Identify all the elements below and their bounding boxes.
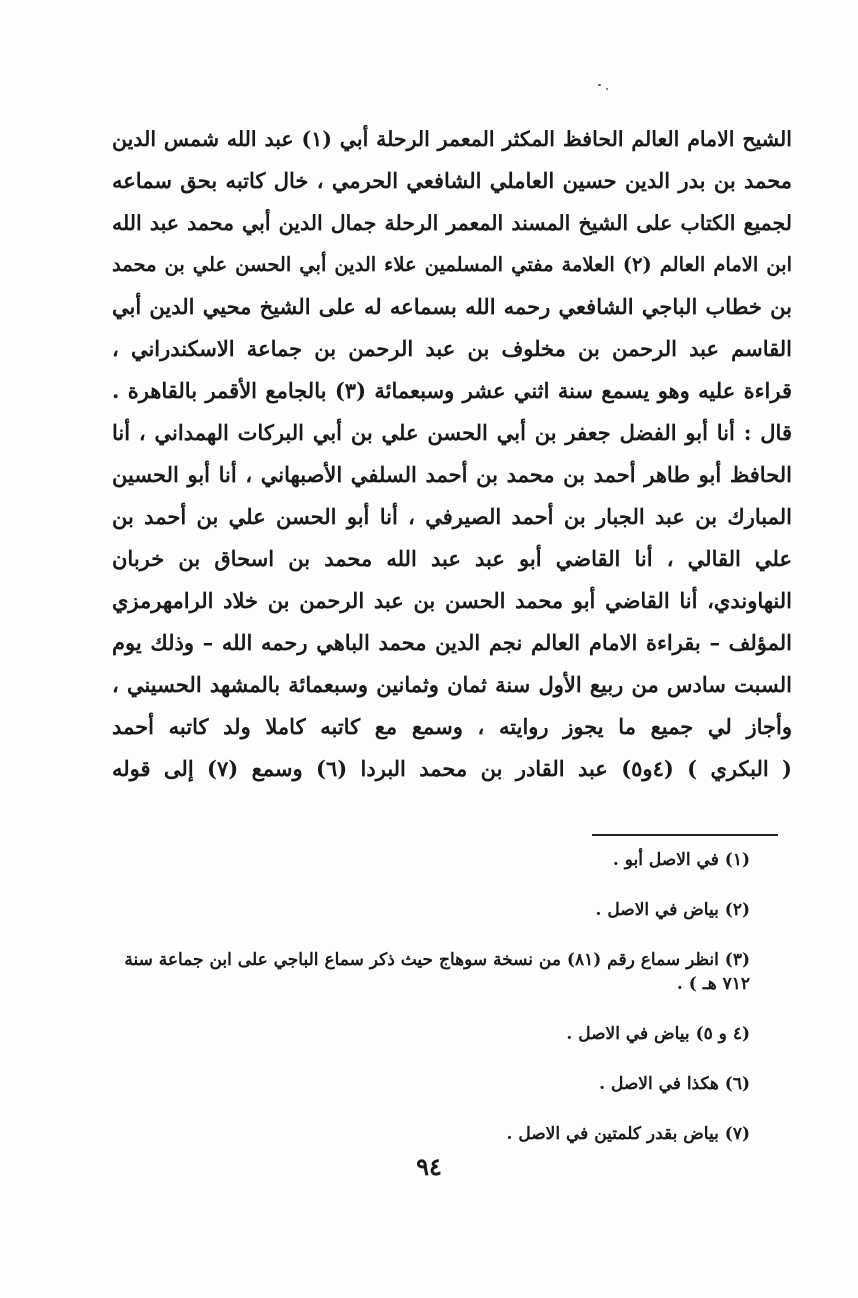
footnote-2: (٢) بياض في الاصل .: [595, 900, 750, 920]
text-line: علي القالي ، أنا القاضي أبو عبد عبد الله محمد بن اسحاق بن خربان: [112, 546, 792, 571]
main-text-block: [112, 118, 792, 790]
text-line: بن خطاب الباجي الشافعي رحمه الله بسماعه له على الشيخ محيي الدين أبي: [112, 294, 792, 319]
page-number: ٩٤: [416, 1152, 442, 1181]
footnote-4-5: (٤ و ٥) بياض في الاصل .: [566, 1024, 750, 1044]
text-line: السبت سادس من ربيع الأول سنة ثمان وثمانين وسبعمائة بالمشهد الحسيني ،: [112, 672, 792, 697]
text-line: ( البكري ) (٤و٥) عبد القادر بن محمد البردا (٦) وسمع (٧) إلى قوله: [112, 756, 792, 781]
text-line: الحافظ أبو طاهر أحمد بن محمد بن أحمد السلفي الأصبهاني ، أنا أبو الحسين: [112, 462, 792, 487]
footnote-6: (٦) هكذا في الاصل .: [599, 1074, 750, 1094]
footnotes-block: [70, 848, 750, 1146]
text-line: ابن الامام العالم (٢) العلامة مفتي المسلمين علاء الدين أبي الحسن علي بن محمد: [112, 253, 792, 276]
text-line: محمد بن بدر الدين حسين العاملي الشافعي الحرمي ، خال كاتبه بحق سماعه: [112, 168, 792, 193]
scan-speck: [606, 88, 608, 90]
footnote-separator: [592, 834, 778, 836]
text-line: وأجاز لي جميع ما يجوز روايته ، وسمع مع كاتبه كاملا ولد كاتبه أحمد: [112, 714, 792, 739]
text-line: المؤلف – بقراءة الامام العالم نجم الدين محمد الباهي رحمه الله – وذلك يوم: [112, 630, 792, 655]
text-line: النهاوندي، أنا القاضي أبو محمد الحسن بن عبد الرحمن بن خلاد الرامهرمزي: [112, 588, 792, 613]
footnote-3-continuation: ٧١٢ هـ ) .: [676, 974, 750, 994]
footnote-3: (٣) انظر سماع رقم (٨١) من نسخة سوهاج حيث ذكر سماع الباجي على ابن جماعة سنة: [124, 950, 750, 970]
text-line: لجميع الكتاب على الشيخ المسند المعمر الرحلة جمال الدين أبي محمد عبد الله: [112, 211, 792, 235]
scan-speck: [598, 84, 601, 86]
footnote-7: (٧) بياض بقدر كلمتين في الاصل .: [506, 1124, 750, 1144]
text-line: القاسم عبد الرحمن بن مخلوف بن عبد الرحمن بن جماعة الاسكندراني ،: [112, 336, 792, 361]
text-line: الشيح الامام العالم الحافظ المكثر المعمر الرحلة أبي (١) عبد الله شمس الدين: [112, 127, 792, 151]
text-line: قال : أنا أبو الفضل جعفر بن أبي الحسن علي بن أبي البركات الهمداني ، أنا: [112, 420, 792, 445]
text-line: المبارك بن عبد الجبار بن أحمد الصيرفي ، أنا أبو الحسن علي بن أحمد بن: [112, 504, 792, 529]
text-line: قراءة عليه وهو يسمع سنة اثني عشر وسبعمائة (٣) بالجامع الأقمر بالقاهرة .: [112, 378, 792, 403]
footnote-1: (١) في الاصل أبو .: [612, 850, 750, 870]
